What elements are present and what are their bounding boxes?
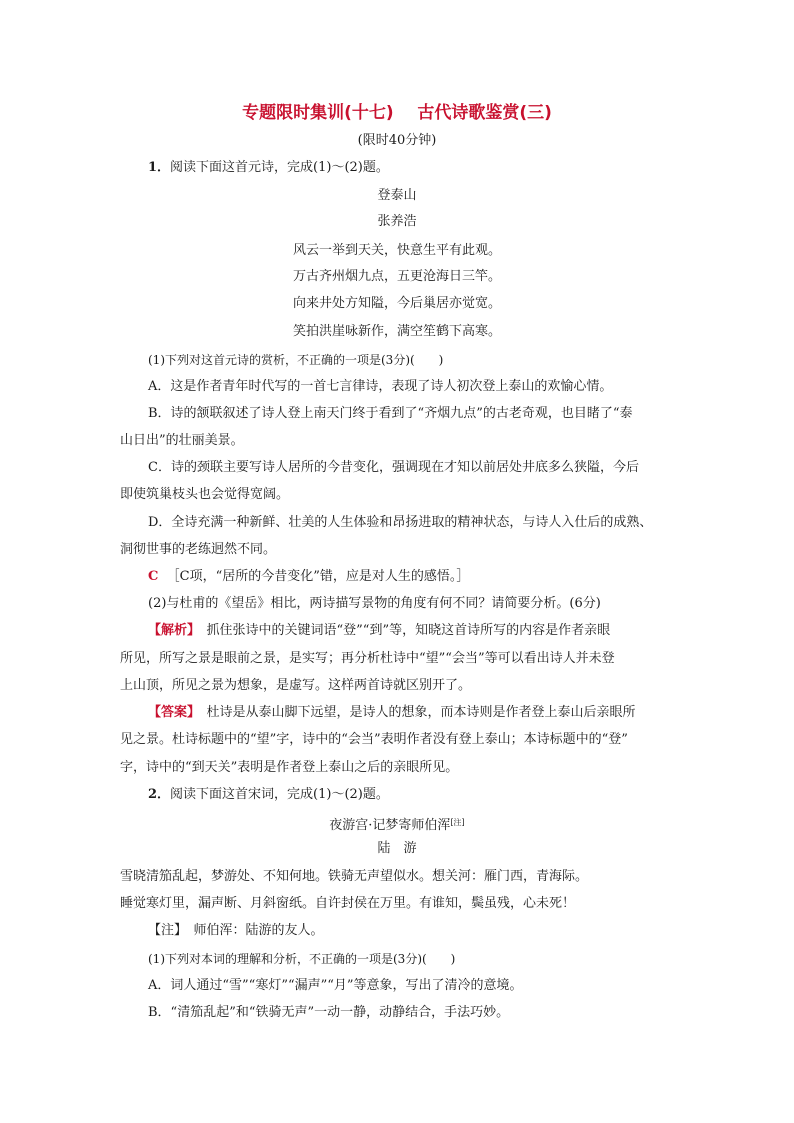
q2-poem-author: 陆 游 xyxy=(377,841,417,856)
q1-answer1-text: ［C项，“居所的今昔变化”错，应是对人生的感悟。］ xyxy=(166,569,470,584)
analysis-tag: 【解析】 xyxy=(148,623,194,638)
q1-option-c-cont: 即使筑巢枝头也会觉得宽阔。 xyxy=(120,487,290,502)
q2-option-a: A．词人通过“雪”“寒灯”“漏声”“月”等意象，写出了清冷的意境。 xyxy=(148,978,523,993)
q1-intro xyxy=(148,159,389,177)
q1-answer1 xyxy=(148,568,469,586)
q1-poem-line: 万古齐州烟九点，五更沧海日三竿。 xyxy=(292,269,501,284)
q2-note xyxy=(148,922,324,940)
q1-poem-line: 向来井处方知隘，今后巢居亦觉宽。 xyxy=(292,296,501,311)
q1-poem-line: 风云一举到天关，快意生平有此观。 xyxy=(292,243,501,258)
q2-poem-line: 雪晓清笳乱起，梦游处、不知何地。铁骑无声望似水。想关河：雁门西，青海际。 xyxy=(120,869,589,884)
q1-option-c: C．诗的颈联主要写诗人居所的今昔变化，强调现在才知以前居处井底多么狭隘，今后 xyxy=(148,460,639,475)
q2-poem-title-text: 夜游宫·记梦寄师伯浑 xyxy=(329,818,451,833)
q1-poem-line: 笑拍洪崖咏新作，满空笙鹤下高寒。 xyxy=(292,324,501,339)
page-title: 专题限时集训(十七) 古代诗歌鉴赏(三) xyxy=(242,103,552,123)
q1-number: 1． xyxy=(148,160,171,175)
q1-option-d: D．全诗充满一种新鲜、壮美的人生体验和昂扬进取的精神状态，与诗人入仕后的成熟、 xyxy=(148,515,653,530)
answer-tag: 【答案】 xyxy=(148,705,194,720)
q2-intro xyxy=(148,786,389,804)
q2-poem-title xyxy=(0,814,794,835)
q2-sub1-stem: (1)下列对本词的理解和分析，不正确的一项是(3分)( ) xyxy=(148,952,456,966)
q1-poem-title: 登泰山 xyxy=(377,188,417,203)
q1-answer1-letter: C xyxy=(148,569,159,584)
analysis-text: 抓住张诗中的关键词语“登”“到”等，知晓这首诗所写的内容是作者亲眼 xyxy=(193,623,611,638)
q1-intro-text: 阅读下面这首元诗，完成(1)～(2)题。 xyxy=(170,160,389,175)
note-text: 师伯浑：陆游的友人。 xyxy=(180,923,324,938)
q1-answer-cont: 字，诗中的“到天关”表明是作者登上泰山之后的亲眼所见。 xyxy=(120,760,459,775)
q1-sub1-stem: (1)下列对这首元诗的赏析，不正确的一项是(3分)( ) xyxy=(148,353,444,367)
q1-option-b-cont: 山日出”的壮丽美景。 xyxy=(120,433,244,448)
q1-analysis-cont: 上山顶，所见之景为想象，是虚写。这样两首诗就区别开了。 xyxy=(120,678,472,693)
q2-number: 2． xyxy=(148,787,171,802)
answer-text: 杜诗是从泰山脚下远望，是诗人的想象，而本诗则是作者登上泰山后亲眼所 xyxy=(193,705,636,720)
q1-option-a: A．这是作者青年时代写的一首七言律诗，表现了诗人初次登上泰山的欢愉心情。 xyxy=(148,379,613,394)
q2-intro-text: 阅读下面这首宋词，完成(1)～(2)题。 xyxy=(170,787,389,802)
q1-option-b: B．诗的颔联叙述了诗人登上南天门终于看到了“齐烟九点”的古老奇观，也目睹了“泰 xyxy=(148,406,633,421)
q1-analysis-cont: 所见，所写之景是眼前之景，是实写；再分析杜诗中“望”“会当”等可以看出诗人并未登 xyxy=(120,651,615,666)
q2-poem-line: 睡觉寒灯里，漏声断、月斜窗纸。自许封侯在万里。有谁知，鬓虽残，心未死！ xyxy=(120,896,576,911)
time-limit: (限时40分钟) xyxy=(357,133,437,148)
q2-option-b: B．“清笳乱起”和“铁骑无声”一动一静，动静结合，手法巧妙。 xyxy=(148,1005,510,1020)
note-marker: [注] xyxy=(450,818,465,827)
q1-analysis xyxy=(148,622,610,640)
note-tag: 【注】 xyxy=(148,923,181,938)
q1-option-d-cont: 洞彻世事的老练迥然不同。 xyxy=(120,542,277,557)
q1-poem-author: 张养浩 xyxy=(377,214,417,229)
q1-answer-cont: 见之景。杜诗标题中的“望”字，诗中的“会当”表明作者没有登上泰山；本诗标题中的“登” xyxy=(120,732,628,747)
q1-answer xyxy=(148,704,636,722)
q1-sub2-stem: (2)与杜甫的《望岳》相比，两诗描写景物的角度有何不同？请简要分析。(6分) xyxy=(148,596,601,611)
